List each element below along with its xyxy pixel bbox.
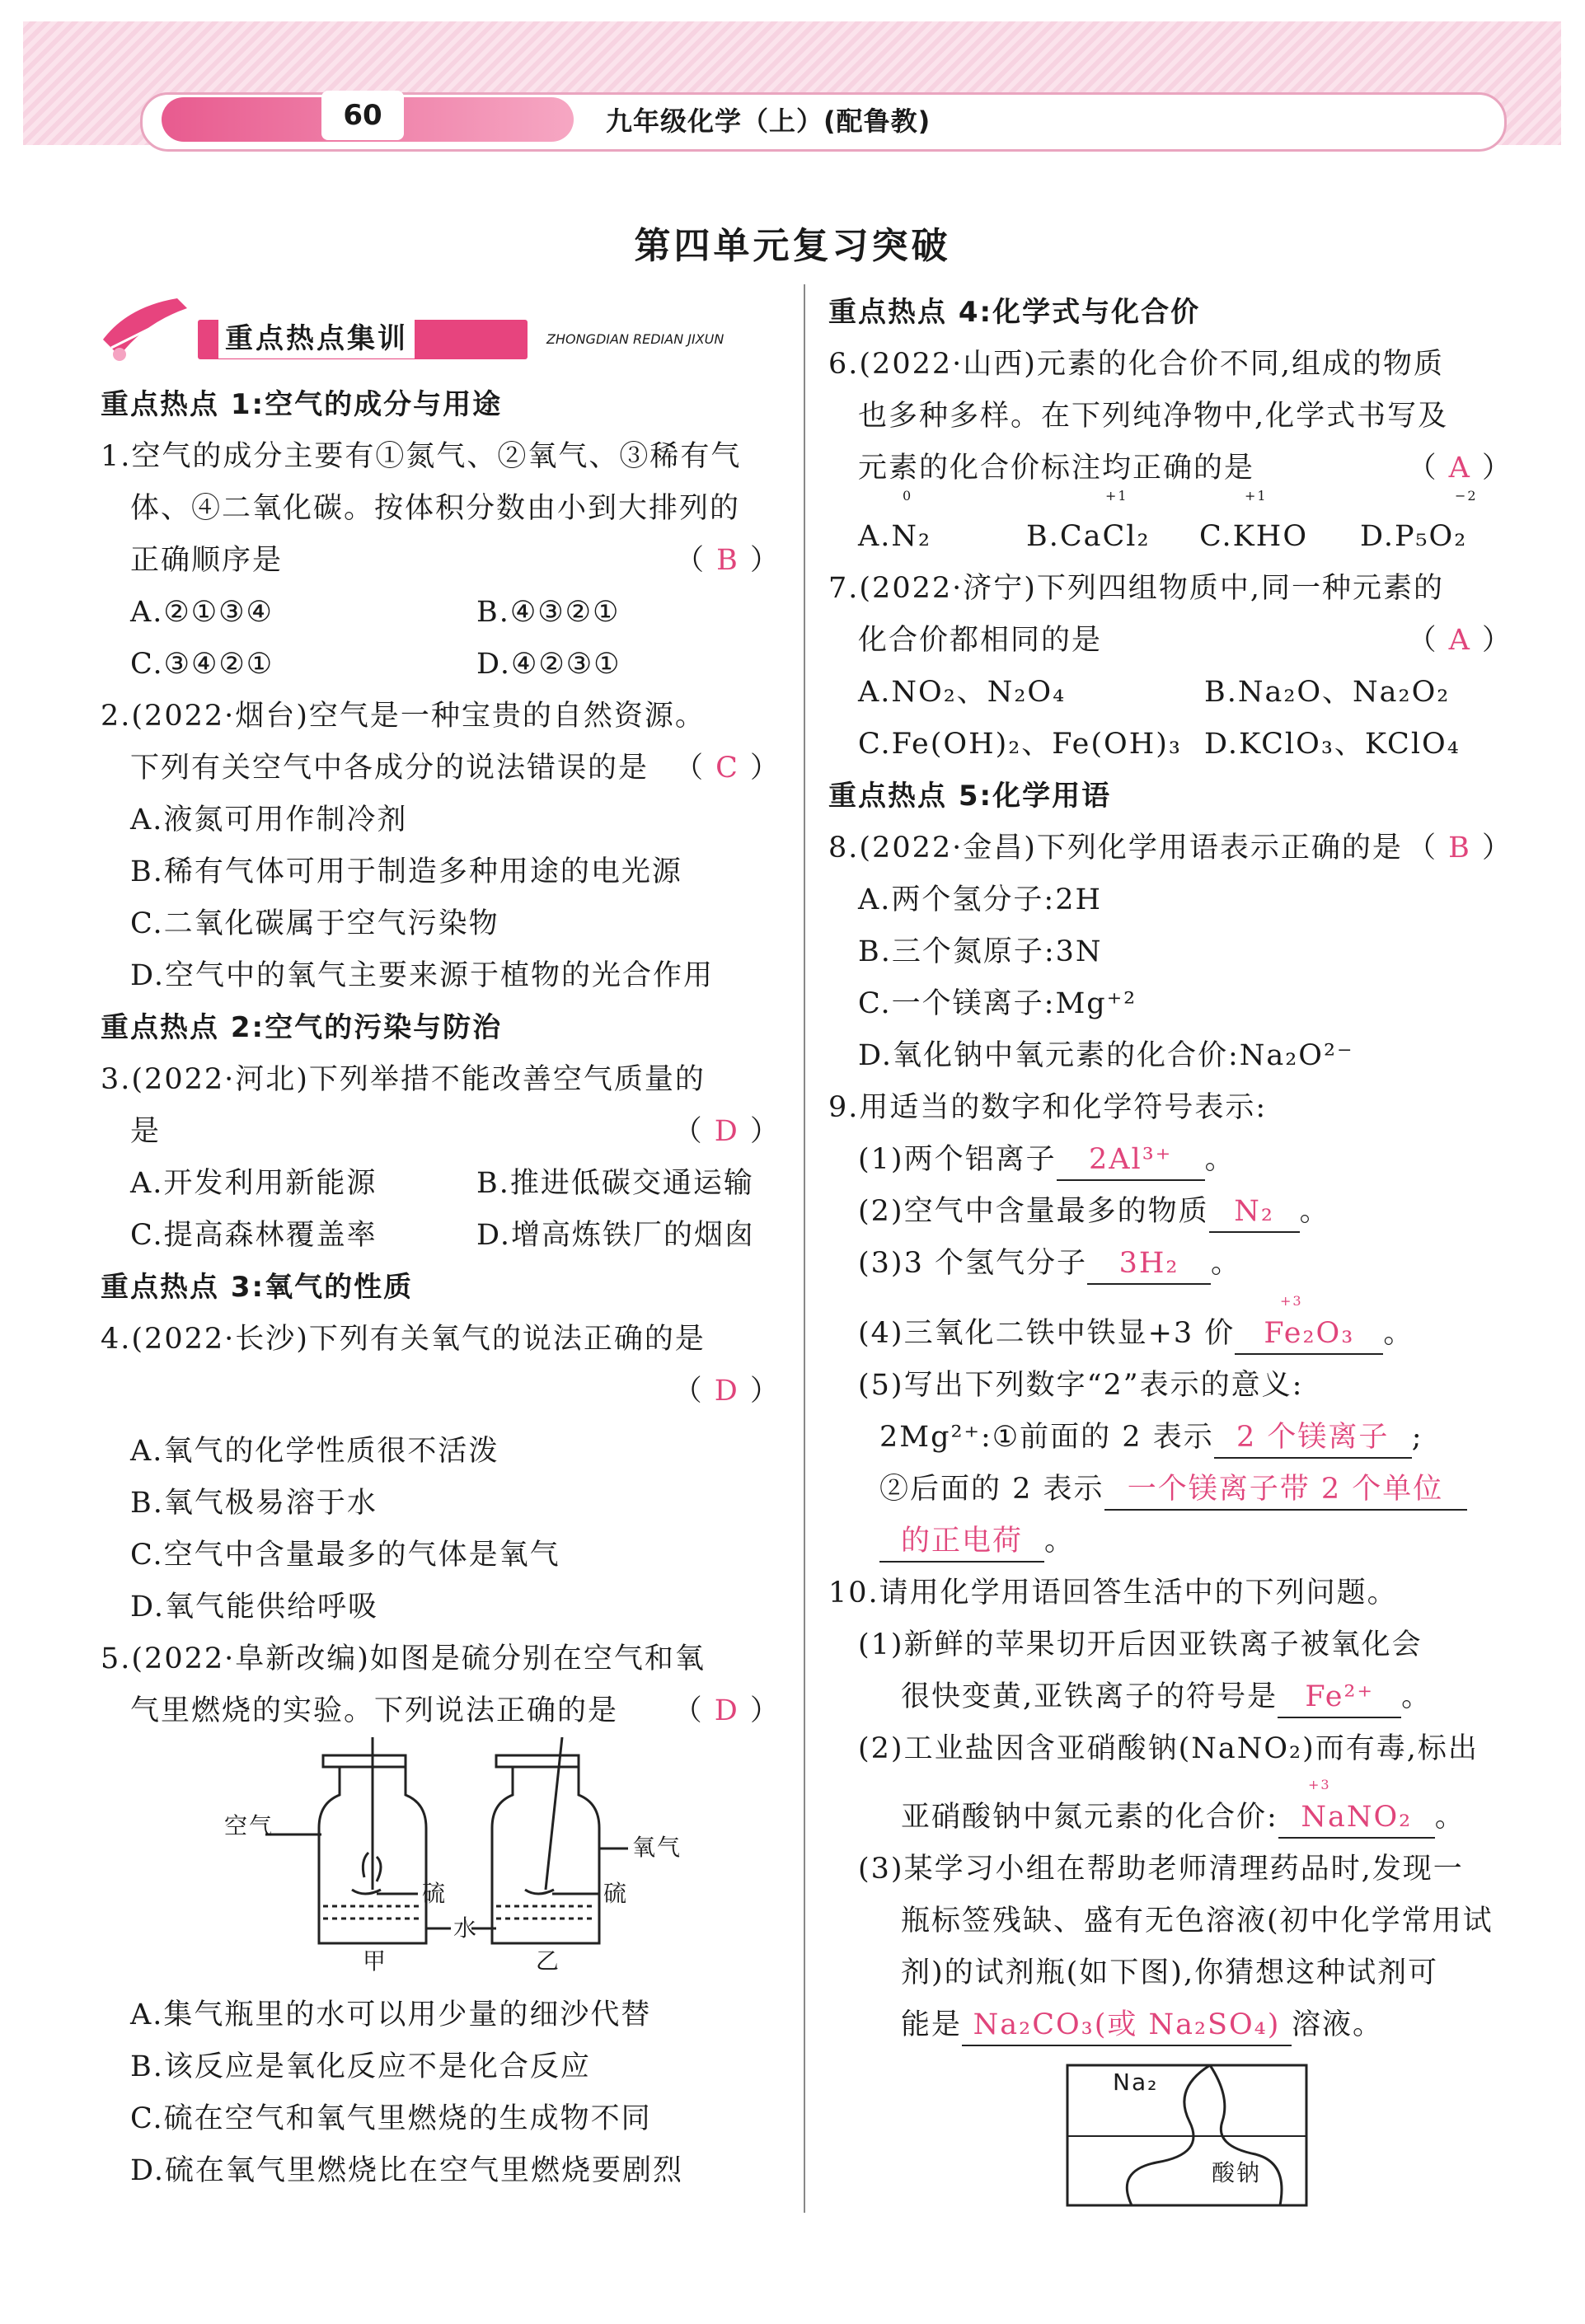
q9-part5a: 2Mg²⁺:①前面的 2 表示 2 个镁离子 ; [828,1412,1512,1464]
q5-answer: D [714,1694,739,1727]
section-4-heading: 重点热点 4:化学式与化合价 [828,296,1201,329]
q7-options-cd: C.Fe(OH)₂、Fe(OH)₃ D.KClO₃、KClO₄ [858,728,1461,761]
q7-answer: A [1448,624,1471,657]
q4-answer-line: （ D ） [673,1375,781,1408]
q9-part1: (1)两个铝离子 2Al³⁺ 。 [828,1134,1512,1186]
q6-line1: 6.(2022·山西)元素的化合价不同,组成的物质 [828,348,1445,381]
q6-options [828,488,1512,563]
q8-option-d: D.氧化钠中氧元素的化合价:Na₂O²⁻ [858,1039,1354,1072]
q10-part3-line3: 剂)的试剂瓶(如下图),你猜想这种试剂可 [901,1956,1439,1989]
label-yi: 乙 [536,1947,561,1975]
label-oxygen: 氧气 [632,1834,682,1861]
q5-line2: 气里燃烧的实验。下列说法正确的是 （ D ） [130,1694,781,1727]
q1-line1: 1.空气的成分主要有①氮气、②氧气、③稀有气 [101,440,742,473]
q6-line2: 也多种多样。在下列纯净物中,化学式书写及 [858,400,1449,433]
q8-answer: B [1448,832,1471,864]
section-badge [95,290,725,356]
section-5-heading: 重点热点 5:化学用语 [828,780,1112,813]
section-2-heading: 重点热点 2:空气的污染与防治 [101,1011,503,1044]
badge-label: 重点热点集训 [218,319,415,358]
q1-line3: 正确顺序是 （ B ） [130,544,781,577]
left-column [101,379,781,2197]
q10-part2-line1: (2)工业盐因含亚硝酸钠(NaNO₂)而有毒,标出 [858,1732,1479,1765]
torn-label-drawing [1066,2064,1313,2212]
q9-answer-1: 2Al³⁺ [1057,1140,1205,1181]
q6-line3: 元素的化合价标注均正确的是 （ A ） [858,452,1512,485]
q9-part3: (3)3 个氢气分子 3H₂ 。 [828,1238,1512,1290]
q9-answer-4-valence: +3 [1280,1293,1303,1309]
q3-options-cd: C.提高森林覆盖率 D.增高炼铁厂的烟囱 [130,1219,755,1252]
q10-answer-2-valence: +3 [1308,1777,1331,1792]
q1-options-ab: A.②①③④ B.④③②① [130,596,621,629]
q5-option-a: A.集气瓶里的水可以用少量的细沙代替 [130,1998,652,2031]
q9-answer-5b-line1: 一个镁离子带 2 个单位 [1104,1469,1467,1511]
book-title: 九年级化学（上）(配鲁教) [606,105,931,137]
q6-valence-a: 0 [903,488,913,504]
q1-answer: B [716,544,739,577]
q9-answer-2: N₂ [1209,1192,1300,1233]
label-sulfur-2: 硫 [603,1880,629,1907]
q7-line2: 化合价都相同的是 （ A ） [858,624,1512,657]
page-title: 第四单元复习突破 [634,225,951,267]
label-water: 水 [453,1914,479,1942]
q10-part1-line1: (1)新鲜的苹果切开后因亚铁离子被氧化会 [858,1628,1423,1661]
q9-answer-3: 3H₂ [1087,1244,1211,1285]
q3-line1: 3.(2022·河北)下列举措不能改善空气质量的 [101,1063,706,1096]
q3-options-ab: A.开发利用新能源 B.推进低碳交通运输 [130,1167,754,1200]
right-column [828,287,1512,2216]
column-divider [804,284,805,2213]
q4-option-a: A.氧气的化学性质很不活泼 [130,1435,499,1468]
q10-part1-line2: 很快变黄,亚铁离子的符号是 Fe²⁺ 。 [828,1671,1512,1723]
q9-answer-4: Fe₂O₃ [1235,1314,1383,1355]
label-na: Na₂ [1113,2069,1159,2096]
q2-option-a: A.液氮可用作制冷剂 [130,804,408,836]
label-sulfur-1: 硫 [422,1880,448,1907]
q6-valence-c: +1 [1245,488,1268,504]
q4-line1: 4.(2022·长沙)下列有关氧气的说法正确的是 [101,1323,706,1356]
q2-line2: 下列有关空气中各成分的说法错误的是 （ C ） [130,752,781,785]
q5-figure [101,1737,781,1975]
q5-line1: 5.(2022·阜新改编)如图是硫分别在空气和氧 [101,1642,706,1675]
label-suanna: 酸钠 [1212,2159,1262,2186]
q7-options-ab: A.NO₂、N₂O₄ B.Na₂O、Na₂O₂ [858,676,1451,709]
q6-option-d: D.P₅O₂ [1360,520,1468,553]
q2-option-d: D.空气中的氧气主要来源于植物的光合作用 [130,959,714,992]
q9-part5: (5)写出下列数字“2”表示的意义: [858,1369,1304,1402]
q4-option-b: B.氧气极易溶于水 [130,1487,377,1520]
q1-options-cd: C.③④②① D.④②③① [130,648,621,681]
q5-option-c: C.硫在空气和氧气里燃烧的生成物不同 [130,2102,652,2135]
q2-line1: 2.(2022·烟台)空气是一种宝贵的自然资源。 [101,700,706,733]
page-number: 60 [321,91,404,140]
q4-option-c: C.空气中含量最多的气体是氧气 [130,1539,560,1572]
q5-option-d: D.硫在氧气里燃烧比在空气里燃烧要剧烈 [130,2154,683,2187]
q8-option-b: B.三个氮原子:3N [858,935,1103,968]
q5-option-b: B.该反应是氧化反应不是化合反应 [130,2050,591,2083]
section-1-heading: 重点热点 1:空气的成分与用途 [101,388,503,421]
q10-answer-2: NaNO₂ [1278,1797,1435,1839]
q9-part2: (2)空气中含量最多的物质 N₂ 。 [828,1186,1512,1238]
q9-intro: 9.用适当的数字和化学符号表示: [828,1091,1268,1124]
q8-option-c: C.一个镁离子:Mg⁺² [858,987,1137,1020]
pen-icon [95,290,202,364]
q10-part3-line1: (3)某学习小组在帮助老师清理药品时,发现一 [858,1853,1464,1886]
q9-part5b-cont: 的正电荷 。 [828,1516,1512,1567]
label-air: 空气 [224,1812,274,1839]
q2-option-c: C.二氧化碳属于空气污染物 [130,907,499,940]
q2-answer: C [715,752,739,785]
q10-intro: 10.请用化学用语回答生活中的下列问题。 [828,1577,1398,1609]
q6-option-c: C.KHO [1199,520,1309,553]
q4-option-d: D.氧气能供给呼吸 [130,1591,378,1624]
q9-answer-5a: 2 个镁离子 [1214,1417,1412,1459]
q10-answer-1: Fe²⁺ [1278,1677,1401,1718]
q9-part5b: ②后面的 2 表示 一个镁离子带 2 个单位 [828,1464,1512,1516]
q9-answer-5b-line2: 的正电荷 [879,1521,1044,1563]
q7-line1: 7.(2022·济宁)下列四组物质中,同一种元素的 [828,572,1445,605]
q10-part2-line2: 亚硝酸钠中氮元素的化合价: NaNO₂ 。 +3 [828,1792,1512,1844]
q3-answer: D [714,1115,739,1148]
badge-pinyin: ZHONGDIAN REDIAN JIXUN [546,331,725,347]
q9-part4: (4)三氧化二铁中铁显+3 价 Fe₂O₃ 。 +3 [828,1308,1512,1360]
q6-answer: A [1448,452,1471,485]
reagent-label-figure [828,2059,1512,2216]
q10-part3-line2: 瓶标签残缺、盛有无色溶液(初中化学常用试 [901,1905,1494,1937]
label-jia: 甲 [363,1947,388,1975]
q3-line2: 是 （ D ） [130,1115,781,1148]
q10-part3-line4: 能是 Na₂CO₃(或 Na₂SO₄) 溶液。 [828,1999,1512,2051]
q4-answer: D [714,1375,739,1408]
q10-answer-3: Na₂CO₃(或 Na₂SO₄) [962,2005,1292,2046]
q6-option-a: A.N₂ [858,520,932,553]
q2-option-b: B.稀有气体可用于制造多种用途的电光源 [130,855,682,888]
section-3-heading: 重点热点 3:氧气的性质 [101,1271,414,1304]
q8-option-a: A.两个氢分子:2H [858,883,1102,916]
q6-valence-b: +1 [1105,488,1128,504]
q8-line1: 8.(2022·金昌)下列化学用语表示正确的是 （ B ） [828,832,1512,864]
q6-valence-d: −2 [1455,488,1478,504]
q6-option-b: B.CaCl₂ [1026,520,1151,553]
q1-line2: 体、④二氧化碳。按体积分数由小到大排列的 [130,492,741,525]
